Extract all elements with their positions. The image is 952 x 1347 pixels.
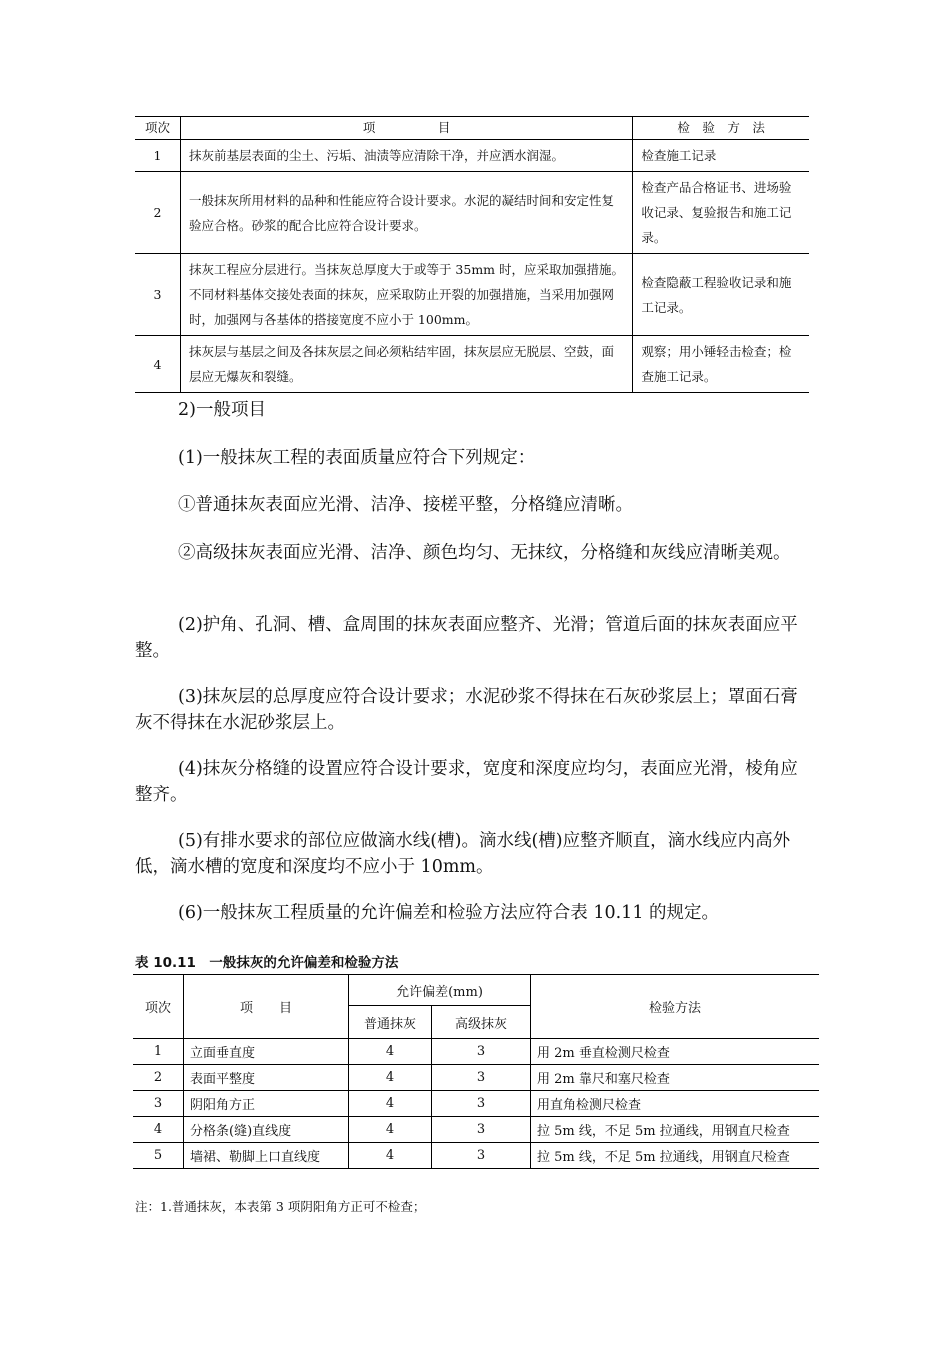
table2-row-method: 拉 5m 线，不足 5m 拉通线，用钢直尺检查 bbox=[531, 1117, 820, 1143]
paragraph: (5)有排水要求的部位应做滴水线(槽)。滴水线(槽)应整齐顺直，滴水线应内高外低，滴水槽的宽度和深度均不应小于 10mm。 bbox=[135, 831, 791, 877]
paragraph: ②高级抹灰表面应光滑、洁净、颜色均匀、无抹纹，分格缝和灰线应清晰美观。 bbox=[178, 543, 791, 563]
table1-row-item: 抹灰工程应分层进行。当抹灰总厚度大于或等于 35mm 时，应采取加强措施。不同材料基体交接处表面的抹灰，应采取防止开裂的加强措施，当采用加强网时，加强网与各基体的搭接宽度不应小于 100mm。 bbox=[180, 254, 632, 336]
table2-row-no: 2 bbox=[133, 1065, 184, 1091]
paragraph: (4)抹灰分格缝的设置应符合设计要求，宽度和深度应均匀，表面应光滑，棱角应整齐。 bbox=[135, 759, 798, 805]
table2-row-no: 5 bbox=[133, 1143, 184, 1169]
table2-row bbox=[133, 1065, 819, 1091]
table1-header-method: 检 验 方 法 bbox=[633, 117, 809, 140]
table1-row-item: 抹灰前基层表面的尘土、污垢、油渍等应清除干净，并应洒水润湿。 bbox=[180, 140, 632, 172]
table2-row-ordinary: 4 bbox=[349, 1065, 432, 1091]
table2-row-item: 墙裙、勒脚上口直线度 bbox=[184, 1143, 349, 1169]
table2-header-advanced: 高级抹灰 bbox=[432, 1006, 531, 1039]
table2-row-method: 用 2m 靠尺和塞尺检查 bbox=[531, 1065, 820, 1091]
paragraph: (2)护角、孔洞、槽、盒周围的抹灰表面应整齐、光滑；管道后面的抹灰表面应平整。 bbox=[135, 615, 798, 661]
table2-row-no: 4 bbox=[133, 1117, 184, 1143]
table1-row-no: 4 bbox=[135, 336, 180, 393]
paragraph: (6)一般抹灰工程质量的允许偏差和检验方法应符合表 10.11 的规定。 bbox=[178, 903, 720, 923]
paragraph: (3)抹灰层的总厚度应符合设计要求；水泥砂浆不得抹在石灰砂浆层上；罩面石膏灰不得抹在水泥砂浆层上。 bbox=[135, 687, 798, 733]
table2-row-advanced: 3 bbox=[432, 1091, 531, 1117]
table1-row-no: 3 bbox=[135, 254, 180, 336]
table2-row-no: 1 bbox=[133, 1039, 184, 1065]
table2-row-ordinary: 4 bbox=[349, 1091, 432, 1117]
table2-row bbox=[133, 1091, 819, 1117]
table2-caption: 表 10.11 一般抹灰的允许偏差和检验方法 bbox=[135, 955, 399, 971]
table2-row-advanced: 3 bbox=[432, 1117, 531, 1143]
table2-header-method: 检验方法 bbox=[531, 975, 820, 1039]
table2-row-method: 用直角检测尺检查 bbox=[531, 1091, 820, 1117]
table2-row-ordinary: 4 bbox=[349, 1117, 432, 1143]
table2-row-ordinary: 4 bbox=[349, 1143, 432, 1169]
table1-row-method: 检查产品合格证书、进场验收记录、复验报告和施工记录。 bbox=[633, 172, 809, 254]
table2-row-advanced: 3 bbox=[432, 1039, 531, 1065]
table2-row-advanced: 3 bbox=[432, 1143, 531, 1169]
table2-row-item: 阴阳角方正 bbox=[184, 1091, 349, 1117]
table2-row-item: 分格条(缝)直线度 bbox=[184, 1117, 349, 1143]
table1-row-method: 检查隐蔽工程验收记录和施工记录。 bbox=[633, 254, 809, 336]
table1-row bbox=[135, 336, 809, 393]
table2-row-no: 3 bbox=[133, 1091, 184, 1117]
main-control-items-table bbox=[135, 116, 809, 393]
table2-row-item: 立面垂直度 bbox=[184, 1039, 349, 1065]
tolerance-table bbox=[133, 974, 819, 1169]
table2-row bbox=[133, 1143, 819, 1169]
table2-row bbox=[133, 1039, 819, 1065]
table2-header-ordinary: 普通抹灰 bbox=[349, 1006, 432, 1039]
table1-header-item: 项 目 bbox=[180, 117, 632, 140]
table1-row-no: 2 bbox=[135, 172, 180, 254]
table1-row-item: 抹灰层与基层之间及各抹灰层之间必须粘结牢固，抹灰层应无脱层、空鼓，面层应无爆灰和裂缝。 bbox=[180, 336, 632, 393]
table1-header-row bbox=[135, 117, 809, 140]
paragraph: ①普通抹灰表面应光滑、洁净、接槎平整，分格缝应清晰。 bbox=[178, 495, 633, 515]
table2-row-item: 表面平整度 bbox=[184, 1065, 349, 1091]
table2-row-ordinary: 4 bbox=[349, 1039, 432, 1065]
section-heading-general-items: 2)一般项目 bbox=[178, 400, 266, 420]
table2-row bbox=[133, 1117, 819, 1143]
table2-header-row bbox=[133, 975, 819, 1006]
table1-row bbox=[135, 254, 809, 336]
table2-header-tolerance: 允许偏差(mm) bbox=[349, 975, 531, 1006]
table2-row-method: 用 2m 垂直检测尺检查 bbox=[531, 1039, 820, 1065]
table2-row-method: 拉 5m 线，不足 5m 拉通线，用钢直尺检查 bbox=[531, 1143, 820, 1169]
table1-row-no: 1 bbox=[135, 140, 180, 172]
paragraph: (1)一般抹灰工程的表面质量应符合下列规定： bbox=[178, 448, 536, 468]
table1-row bbox=[135, 140, 809, 172]
table1-row-method: 检查施工记录 bbox=[633, 140, 809, 172]
table1-row-item: 一般抹灰所用材料的品种和性能应符合设计要求。水泥的凝结时间和安定性复验应合格。砂浆的配合比应符合设计要求。 bbox=[180, 172, 632, 254]
table2-header-item: 项 目 bbox=[184, 975, 349, 1039]
table2-header-no: 项次 bbox=[133, 975, 184, 1039]
table1-row-method: 观察；用小锤轻击检查；检查施工记录。 bbox=[633, 336, 809, 393]
table1-row bbox=[135, 172, 809, 254]
table1-header-no: 项次 bbox=[135, 117, 180, 140]
table-note: 注：1.普通抹灰，本表第 3 项阴阳角方正可不检查； bbox=[135, 1199, 426, 1214]
table2-row-advanced: 3 bbox=[432, 1065, 531, 1091]
